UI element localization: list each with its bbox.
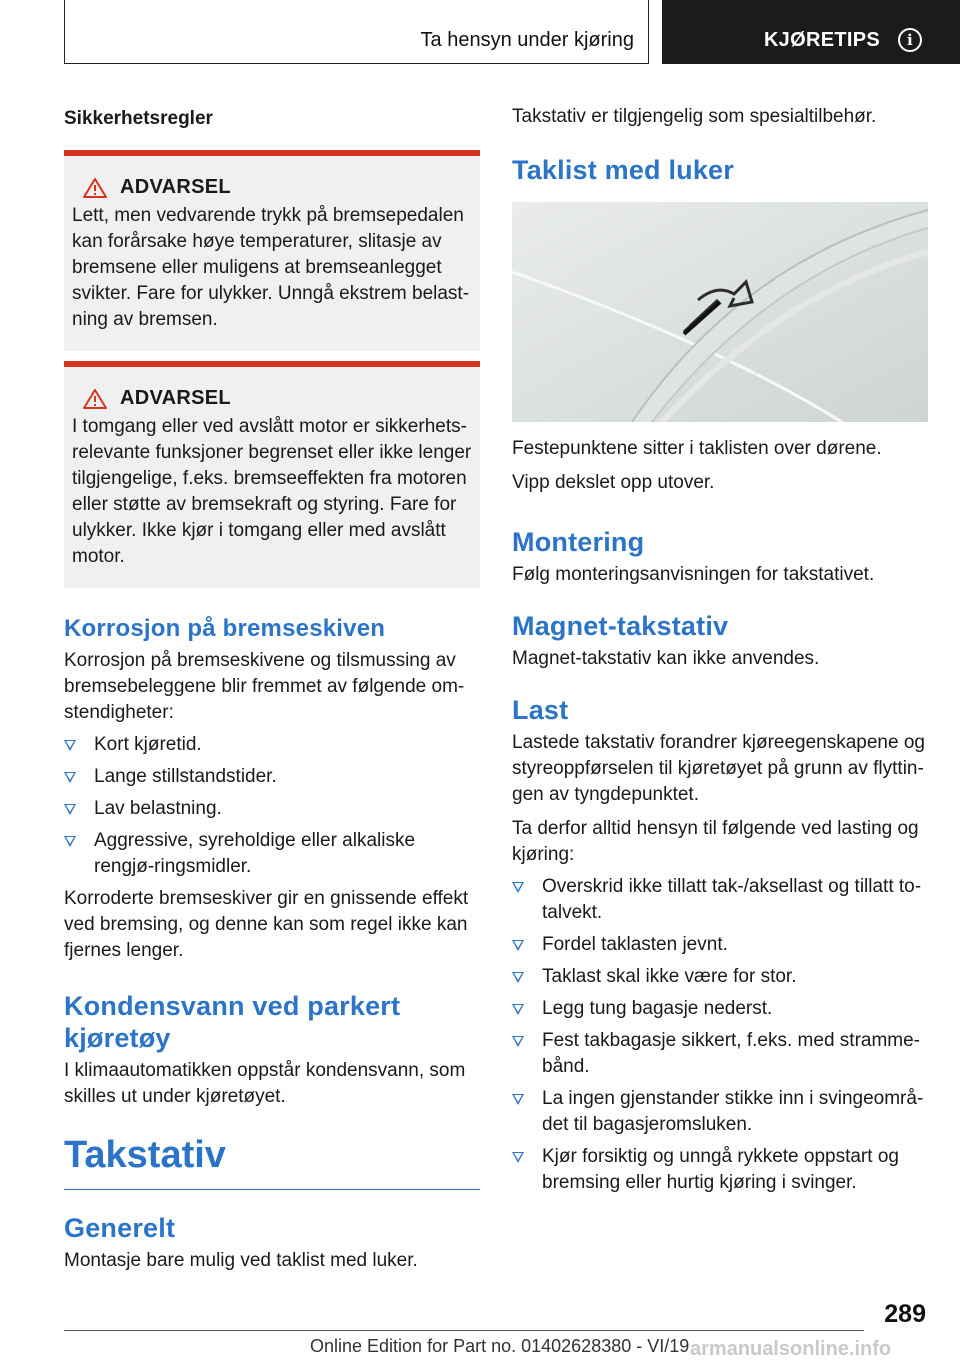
list-item: Lange stillstandstider. xyxy=(64,764,480,790)
taklist-heading: Taklist med luker xyxy=(512,155,734,185)
magnet-body: Magnet-takstativ kan ikke anvendes. xyxy=(512,648,820,669)
safety-heading: Sikkerhetsregler xyxy=(64,108,213,129)
montering-body: Følg monteringsanvisningen for takstativet. xyxy=(512,564,875,585)
warning-triangle-icon xyxy=(82,177,108,199)
triangle-bullet-icon xyxy=(512,1152,524,1163)
warning-body: Lett, men vedvarende trykk på bremsepedalen kan forårsake høye temperaturer, slitasje av bremsene eller muligens at bremseanlegget svikter. Fare for ulykker. Unngå ekstrem belast-ning av bremsen. xyxy=(72,205,470,330)
corrosion-heading: Korrosjon på bremseskiven xyxy=(64,615,386,642)
accessory-note: Takstativ er tilgjengelig som spesialtilbehør. xyxy=(512,106,877,127)
triangle-bullet-icon xyxy=(64,740,76,751)
roof-rack-title: Takstativ xyxy=(64,1134,480,1190)
condensation-body: I klimaautomatikken oppstår kondensvann, som skilles ut under kjøretøyet. xyxy=(64,1060,466,1107)
corrosion-intro: Korrosjon på bremseskivene og tilsmussing av bremsebeleggene blir fremmet av følgende om-stendigheter: xyxy=(64,650,465,723)
list-item: Lav belastning. xyxy=(64,796,480,822)
roof-rail-image xyxy=(512,202,928,422)
triangle-bullet-icon xyxy=(64,836,76,847)
list-item: Aggressive, syreholdige eller alkaliske rengjø-ringsmidler. xyxy=(64,828,480,880)
list-item: Taklast skal ikke være for stor. xyxy=(512,964,928,990)
corrosion-list xyxy=(64,732,480,880)
triangle-bullet-icon xyxy=(512,1094,524,1105)
warning-triangle-icon xyxy=(82,388,108,410)
warning-title: ADVARSEL xyxy=(120,387,231,409)
taklist-caption-2: Vipp dekslet opp utover. xyxy=(512,472,715,493)
right-column xyxy=(512,100,928,1202)
list-item: Kort kjøretid. xyxy=(64,732,480,758)
warning-box xyxy=(64,361,480,588)
triangle-bullet-icon xyxy=(64,772,76,783)
triangle-bullet-icon xyxy=(512,1004,524,1015)
header-section-title: Ta hensyn under kjøring xyxy=(64,0,649,64)
last-body-2: Ta derfor alltid hensyn til følgende ved lasting og kjøring: xyxy=(512,818,919,865)
last-heading: Last xyxy=(512,695,569,725)
list-item: Legg tung bagasje nederst. xyxy=(512,996,928,1022)
info-icon: i xyxy=(898,28,922,52)
taklist-caption-1: Festepunktene sitter i taklisten over dørene. xyxy=(512,438,882,459)
list-item: Fest takbagasje sikkert, f.eks. med stramme-bånd. xyxy=(512,1028,928,1080)
load-list xyxy=(512,874,928,1196)
triangle-bullet-icon xyxy=(512,882,524,893)
triangle-bullet-icon xyxy=(64,804,76,815)
general-heading: Generelt xyxy=(64,1213,176,1243)
general-body: Montasje bare mulig ved taklist med luker. xyxy=(64,1250,418,1271)
triangle-bullet-icon xyxy=(512,1036,524,1047)
footer-edition: Online Edition for Part no. 01402628380 - VI/19 xyxy=(310,1336,690,1356)
page-number: 289 xyxy=(884,1300,926,1328)
list-item: Fordel taklasten jevnt. xyxy=(512,932,928,958)
magnet-heading: Magnet-takstativ xyxy=(512,611,729,641)
header-chapter-label: KJØRETIPS xyxy=(763,28,880,51)
list-item: La ingen gjenstander stikke inn i svingeområ-det til bagasjeromsluken. xyxy=(512,1086,928,1138)
left-column xyxy=(64,100,480,1274)
montering-heading: Montering xyxy=(512,527,645,557)
warning-title: ADVARSEL xyxy=(120,176,231,198)
warning-body: I tomgang eller ved avslått motor er sikkerhets-relevante funksjoner begrenset eller ikke lenger tilgjengelige, f.eks. bremseeffekten fra motoren eller støtte av bremsekraft og styring. Fare for ulykker. Ikke kjør i tomgang eller med avslått motor. xyxy=(72,416,472,567)
last-body-1: Lastede takstativ forandrer kjøreegenskapene og styreoppførselen til kjøretøyet på grunn av flyttin-gen av tyngdepunktet. xyxy=(512,732,925,805)
footer-divider xyxy=(64,1330,864,1331)
watermark: armanualsonline.info xyxy=(690,1338,892,1360)
warning-title-row xyxy=(82,387,472,410)
warning-title-row xyxy=(82,176,472,199)
triangle-bullet-icon xyxy=(512,940,524,951)
list-item: Overskrid ikke tillatt tak-/aksellast og tillatt to-talvekt. xyxy=(512,874,928,926)
triangle-bullet-icon xyxy=(512,972,524,983)
condensation-heading: Kondensvann ved parkert kjøretøy xyxy=(64,991,401,1053)
warning-box xyxy=(64,150,480,351)
list-item: Kjør forsiktig og unngå rykkete oppstart og bremsing eller hurtig kjøring i svinger. xyxy=(512,1144,928,1196)
corrosion-outro: Korroderte bremseskiver gir en gnissende effekt ved bremsing, og denne kan som regel ikke kan fjernes lenger. xyxy=(64,888,469,961)
header-chapter-tab xyxy=(662,0,960,64)
